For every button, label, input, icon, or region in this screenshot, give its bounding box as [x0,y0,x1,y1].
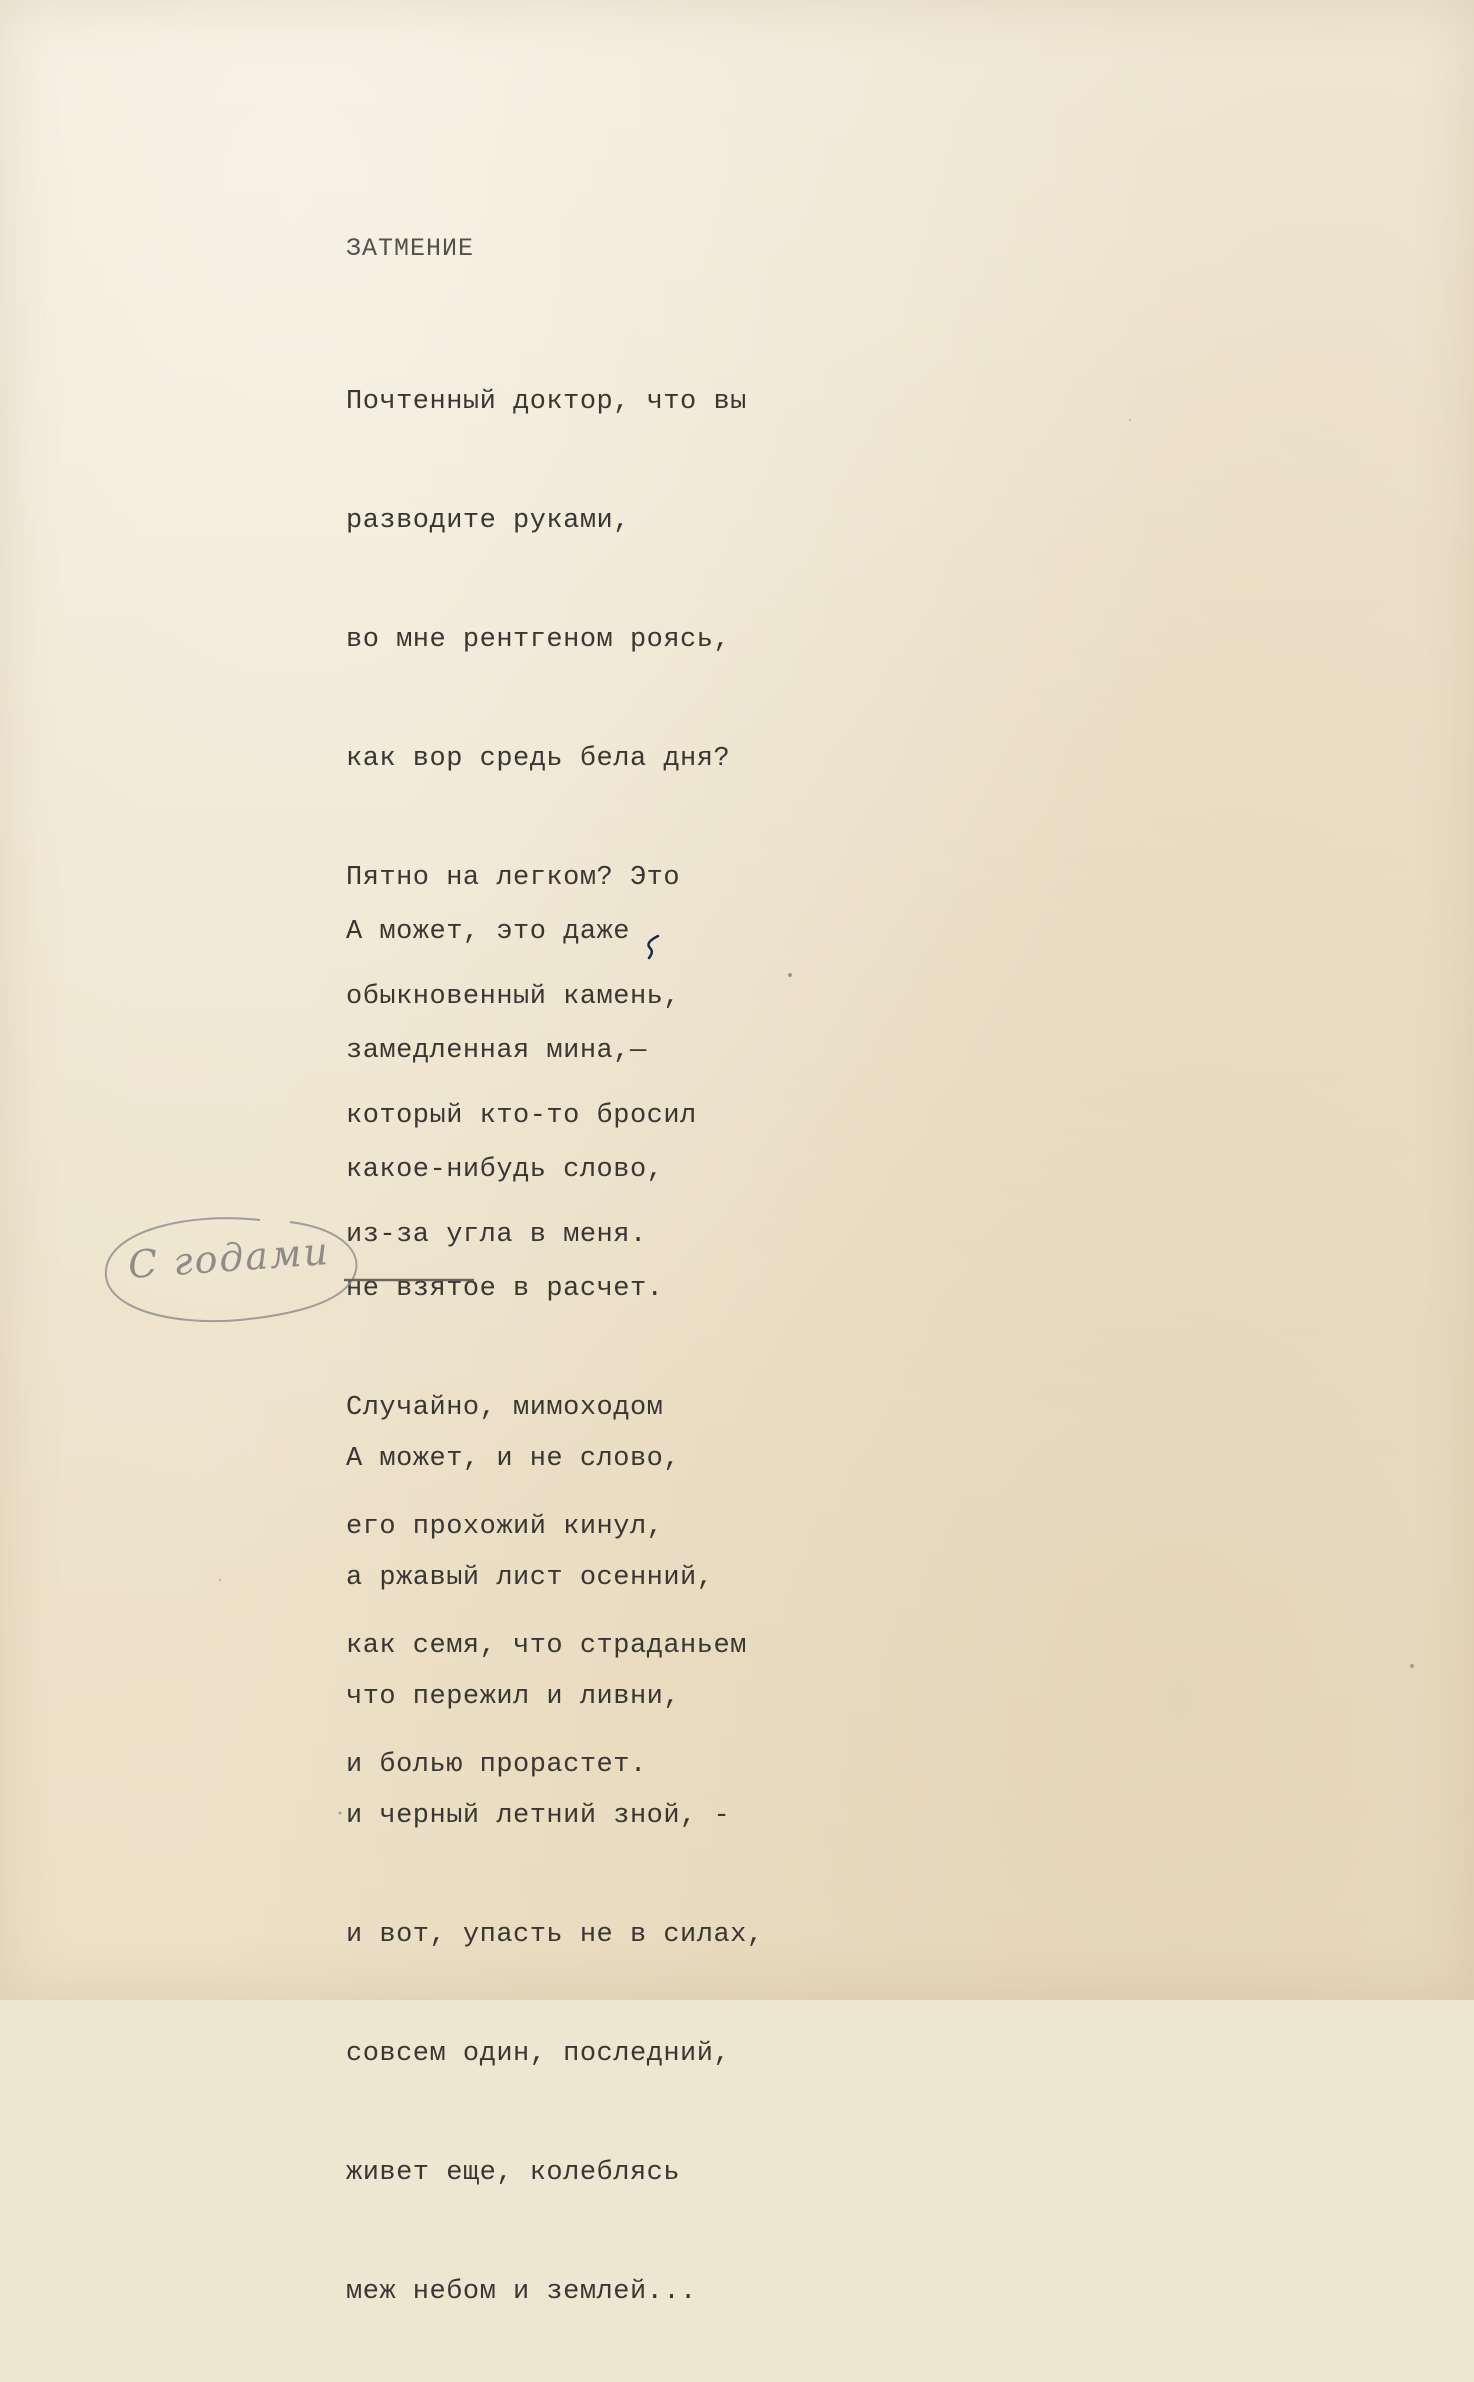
poem-line: А может, и не слово, [346,1444,681,1474]
poem-line: а ржавый лист осенний, [346,1563,714,1593]
poem-line: Почтенный доктор, что вы [346,387,747,417]
poem-line-struck: и болью прорастет. [346,1750,647,1780]
poem-line: его прохожий кинул, [346,1512,664,1542]
poem-line: какое-нибудь слово, [346,1155,664,1185]
poem-line: как семя, что страданьем [346,1631,747,1661]
poem-line: не взятое в расчет. [346,1274,664,1304]
poem-line: как вор средь бела дня? [346,744,731,774]
poem-line: совсем один, последний, [346,2039,731,2069]
typescript-body [346,0,764,2307]
margin-note: С годами [126,1229,332,1287]
poem-line: замедленная мина,— [346,1036,647,1066]
poem-line: во мне рентгеном роясь, [346,625,731,655]
poem-line: что пережил и ливни, [346,1682,681,1712]
poem-line: и черный летний зной, - [346,1801,731,1831]
poem-line: Случайно, мимоходом [346,1393,664,1423]
poem-line: живет еще, колеблясь [346,2158,681,2188]
poem-line: Пятно на легком? Это [346,863,681,893]
poem-line: из-за угла в меня. [346,1220,647,1250]
poem-line: и вот, упасть не в силах, [346,1920,764,1950]
stanza-3 [346,1370,764,2382]
poem-line: меж небом и землей... [346,2277,697,2307]
poem-title: ЗАТМЕНИЕ [346,234,475,263]
pen-correction-mark [640,932,670,960]
poem-line: разводите руками, [346,506,630,536]
poem-line: обыкновенный камень, [346,982,681,1012]
poem-line: который кто-то бросил [346,1101,697,1131]
poem-line: А может, это даже [346,917,630,947]
